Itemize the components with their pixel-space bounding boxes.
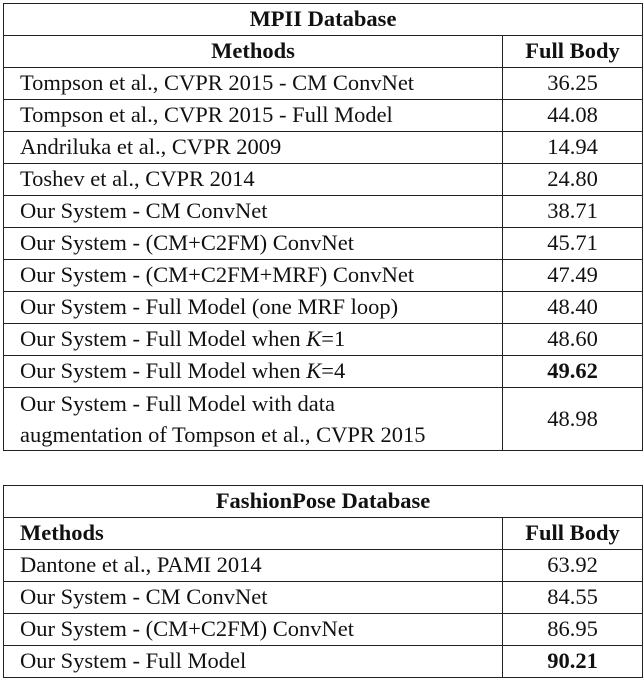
- table-row: [4, 164, 643, 196]
- method-cell: Our System - (CM+C2FM) ConvNet: [4, 228, 503, 260]
- method-cell: Andriluka et al., CVPR 2009: [4, 132, 503, 164]
- table-row: [4, 388, 643, 451]
- method-text: =4: [321, 358, 346, 384]
- score-cell: 47.49: [503, 260, 643, 292]
- math-variable: K: [306, 358, 322, 384]
- table-row: [4, 646, 643, 678]
- score-cell: 48.98: [503, 388, 643, 451]
- math-variable: K: [306, 326, 322, 352]
- method-cell: [4, 388, 503, 451]
- table-row: [4, 324, 643, 356]
- score-cell: 86.95: [503, 614, 643, 646]
- best-score-cell: 49.62: [503, 356, 643, 388]
- method-text: =1: [321, 326, 346, 352]
- table-row: [4, 100, 643, 132]
- score-cell: 24.80: [503, 164, 643, 196]
- score-cell: 63.92: [503, 550, 643, 582]
- method-cell: Our System - Full Model: [4, 646, 503, 678]
- column-header-methods: Methods: [4, 36, 503, 68]
- column-header-methods: Methods: [4, 518, 503, 550]
- method-cell: Our System - (CM+C2FM+MRF) ConvNet: [4, 260, 503, 292]
- table-row: [4, 68, 643, 100]
- method-cell: [4, 356, 503, 388]
- table-row: [4, 614, 643, 646]
- table-row: [4, 132, 643, 164]
- score-cell: 45.71: [503, 228, 643, 260]
- table-row: [4, 260, 643, 292]
- score-cell: 38.71: [503, 196, 643, 228]
- score-cell: 48.40: [503, 292, 643, 324]
- score-cell: 44.08: [503, 100, 643, 132]
- column-header-full-body: Full Body: [503, 36, 643, 68]
- column-header-full-body: Full Body: [503, 518, 643, 550]
- score-cell: 84.55: [503, 582, 643, 614]
- method-cell: Toshev et al., CVPR 2014: [4, 164, 503, 196]
- table-row: [4, 196, 643, 228]
- score-cell: 36.25: [503, 68, 643, 100]
- table-row: [4, 292, 643, 324]
- method-text-line2: augmentation of Tompson et al., CVPR 2015: [20, 422, 426, 447]
- mpii-results-table: [3, 3, 643, 451]
- method-text: Our System - Full Model when: [20, 326, 307, 352]
- table-title: MPII Database: [4, 4, 643, 36]
- method-cell: Dantone et al., PAMI 2014: [4, 550, 503, 582]
- method-cell: Our System - (CM+C2FM) ConvNet: [4, 614, 503, 646]
- method-text: Our System - Full Model when: [20, 358, 307, 384]
- table-title: FashionPose Database: [4, 486, 643, 518]
- score-cell: 14.94: [503, 132, 643, 164]
- method-cell: Our System - Full Model (one MRF loop): [4, 292, 503, 324]
- best-score-cell: 90.21: [503, 646, 643, 678]
- table-row: [4, 582, 643, 614]
- table-row: [4, 228, 643, 260]
- method-cell: Tompson et al., CVPR 2015 - CM ConvNet: [4, 68, 503, 100]
- method-cell: [4, 324, 503, 356]
- score-cell: 48.60: [503, 324, 643, 356]
- method-cell: Tompson et al., CVPR 2015 - Full Model: [4, 100, 503, 132]
- table-row: [4, 356, 643, 388]
- table-row: [4, 550, 643, 582]
- method-cell: Our System - CM ConvNet: [4, 582, 503, 614]
- method-text-line1: Our System - Full Model with data: [20, 391, 335, 416]
- fashionpose-results-table: [3, 485, 643, 678]
- method-cell: Our System - CM ConvNet: [4, 196, 503, 228]
